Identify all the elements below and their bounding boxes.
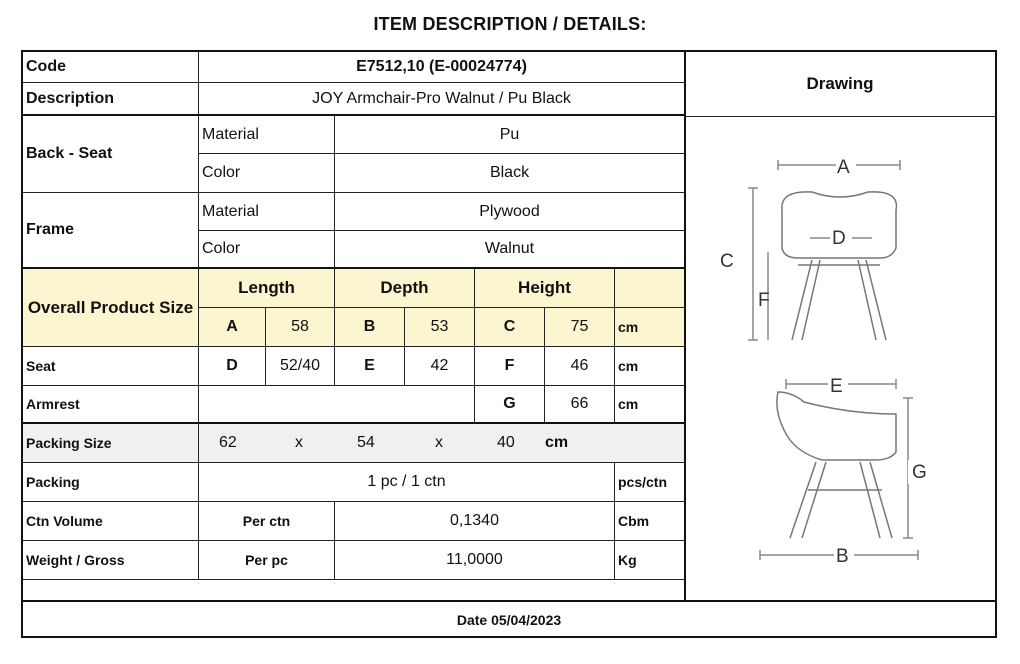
code-label: Code xyxy=(23,52,199,83)
packing-label: Packing xyxy=(23,463,199,502)
drawing-header: Drawing xyxy=(685,52,995,117)
dim-d-value: 52/40 xyxy=(266,347,335,386)
weight-unit: Kg xyxy=(615,541,685,580)
drawing-letter-e: E xyxy=(830,376,843,397)
ctn-volume-unit: Cbm xyxy=(615,502,685,541)
packing-size-values xyxy=(199,424,685,463)
packing-unit: pcs/ctn xyxy=(615,463,685,502)
dim-d-letter: D xyxy=(199,347,266,386)
back-seat-label: Back - Seat xyxy=(23,116,199,193)
ctn-volume-label: Ctn Volume xyxy=(23,502,199,541)
back-seat-color-label: Color xyxy=(199,154,335,193)
drawing-letter-g: G xyxy=(912,462,927,483)
packing-x2: x xyxy=(435,434,443,451)
dim-e-value: 42 xyxy=(405,347,475,386)
dim-c-letter: C xyxy=(475,308,545,347)
overall-unit: cm xyxy=(615,308,685,347)
dim-f-value: 46 xyxy=(545,347,615,386)
length-header: Length xyxy=(199,269,335,308)
dim-g-value: 66 xyxy=(545,386,615,424)
description-value: JOY Armchair-Pro Walnut / Pu Black xyxy=(199,83,685,116)
drawing-letter-b: B xyxy=(836,546,849,567)
side-shell-shape xyxy=(777,392,896,460)
armrest-blank xyxy=(199,386,475,424)
frame-label: Frame xyxy=(23,193,199,269)
drawing-letter-f: F xyxy=(758,290,770,311)
page-title: ITEM DESCRIPTION / DETAILS: xyxy=(373,14,647,34)
drawing-letter-a: A xyxy=(837,157,850,178)
dim-b-value: 53 xyxy=(405,308,475,347)
ctn-volume-value: 0,1340 xyxy=(335,502,615,541)
frame-color-label: Color xyxy=(199,231,335,269)
header-blank xyxy=(615,269,685,308)
code-value: E7512,10 (E-00024774) xyxy=(199,52,685,83)
back-seat-material-label: Material xyxy=(199,116,335,154)
drawing-letter-c: C xyxy=(720,251,734,272)
packing-size-label: Packing Size xyxy=(23,424,199,463)
packing-height: 40 xyxy=(497,434,515,451)
date-footer: Date 05/04/2023 xyxy=(23,600,995,638)
dim-f-letter: F xyxy=(475,347,545,386)
overall-size-label: Overall Product Size xyxy=(23,269,199,347)
packing-width: 54 xyxy=(357,434,375,451)
frame-color: Walnut xyxy=(335,231,685,269)
spec-table xyxy=(23,52,685,600)
dim-b-letter: B xyxy=(335,308,405,347)
back-seat-material: Pu xyxy=(335,116,685,154)
dim-c-value: 75 xyxy=(545,308,615,347)
packing-length: 62 xyxy=(219,434,237,451)
dim-a-letter: A xyxy=(199,308,266,347)
frame-material: Plywood xyxy=(335,193,685,231)
height-header: Height xyxy=(475,269,615,308)
seat-label: Seat xyxy=(23,347,199,386)
frame-material-label: Material xyxy=(199,193,335,231)
drawing-divider xyxy=(684,52,686,600)
dim-a-value: 58 xyxy=(266,308,335,347)
armrest-unit: cm xyxy=(615,386,685,424)
ctn-volume-per: Per ctn xyxy=(199,502,335,541)
packing-size-unit: cm xyxy=(545,434,569,451)
depth-header: Depth xyxy=(335,269,475,308)
chair-drawing xyxy=(700,130,980,580)
back-seat-color: Black xyxy=(335,154,685,193)
weight-per: Per pc xyxy=(199,541,335,580)
dim-e-letter: E xyxy=(335,347,405,386)
weight-label: Weight / Gross xyxy=(23,541,199,580)
dim-g-letter: G xyxy=(475,386,545,424)
seat-unit: cm xyxy=(615,347,685,386)
weight-value: 11,0000 xyxy=(335,541,615,580)
packing-value: 1 pc / 1 ctn xyxy=(199,463,615,502)
drawing-letter-d: D xyxy=(832,228,846,249)
description-label: Description xyxy=(23,83,199,116)
packing-x1: x xyxy=(295,434,303,451)
armrest-label: Armrest xyxy=(23,386,199,424)
